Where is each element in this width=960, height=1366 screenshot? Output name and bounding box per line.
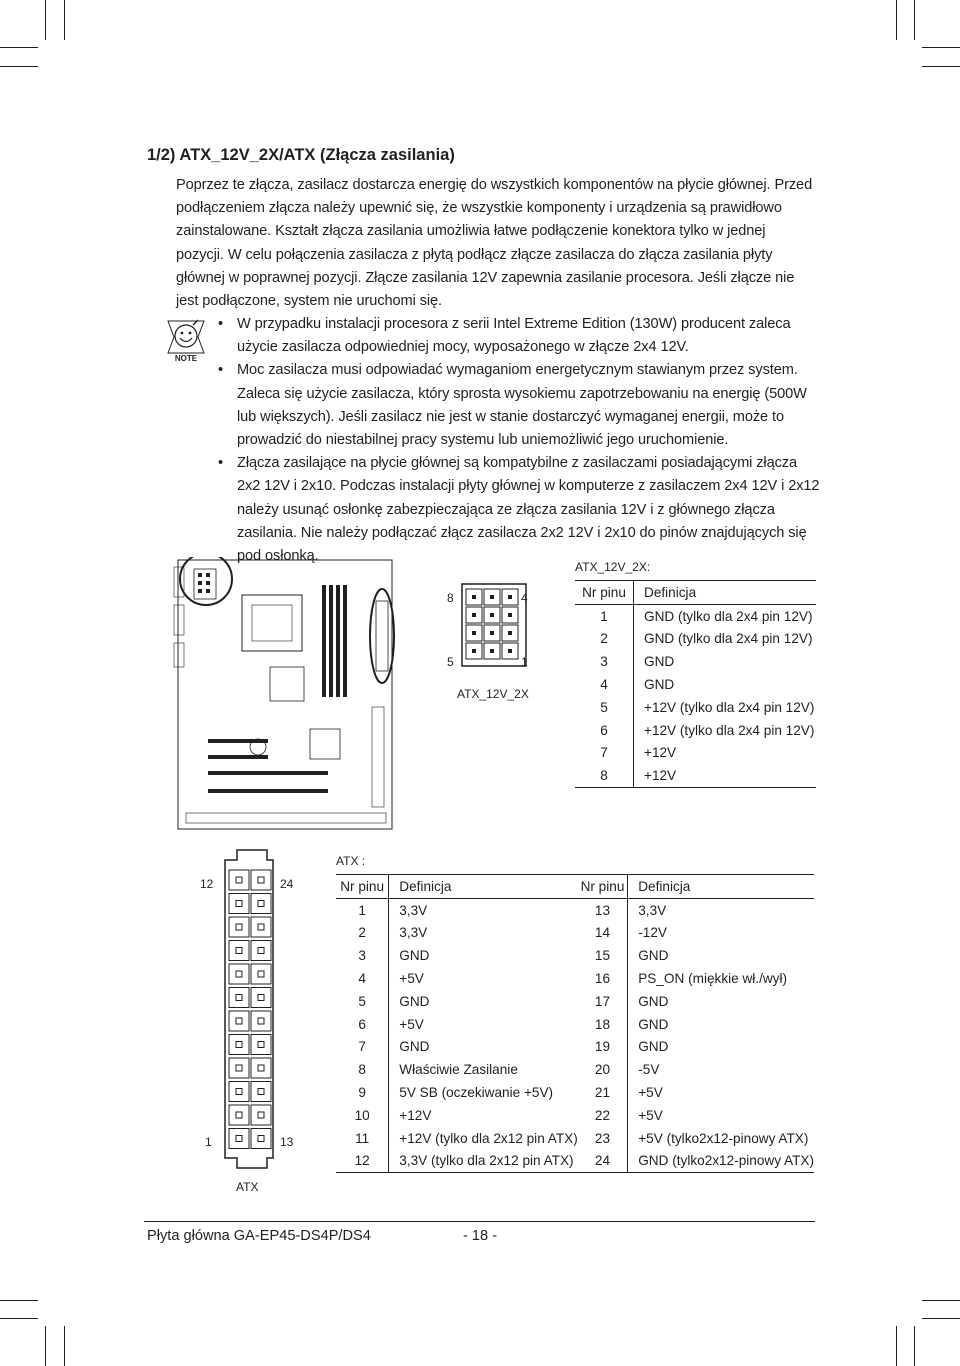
table-row [575,696,816,719]
table-row [575,604,816,627]
header-definition: Definicja [389,875,578,899]
atx-pin-contact [236,1065,242,1071]
atx-pin-contact [236,924,242,930]
pin-definition: GND [644,677,675,693]
atx-pin-contact [258,924,264,930]
pin-number: 3 [575,650,634,673]
atx-pin-contact [258,1042,264,1048]
pin-number: 21 [578,1081,628,1104]
table-row [575,742,816,765]
pin-definition: GND (tylko dla 2x4 pin 12V) [644,608,813,624]
note-bullet: • W przypadku instalacji procesora z serii Intel Extreme Edition (130W) producent zaleca użycie zasilacza odpowiedniej mocy, wyposażonego w złącze 2x4 12V. [218,313,822,359]
pin-number: 13 [578,898,628,921]
pin-number: 8 [336,1058,389,1081]
atx-pin-contact [258,995,264,1001]
atx-pin-13: 13 [280,1135,294,1149]
pin-number: 6 [575,719,634,742]
pin-number: 23 [578,1127,628,1150]
pin-definition: 3,3V [399,902,428,918]
pin-number: 19 [578,1036,628,1059]
pin-definition: GND [638,948,669,964]
atx-pin-socket [251,1082,271,1102]
table-row [336,1058,814,1081]
pin-number: 5 [575,696,634,719]
table-row [336,1081,814,1104]
header-pin: Nr pinu [575,581,634,605]
atx-pin-contact [258,948,264,954]
atx-pin-socket [251,1011,271,1031]
pin-definition: -12V [638,925,667,941]
atx12v-diagram-label: ATX_12V_2X [457,687,529,701]
note-bullets [218,313,822,568]
footer-product: Płyta główna GA-EP45-DS4P/DS4 [147,1228,371,1244]
table-row [336,990,814,1013]
atx-pin-socket [251,870,271,890]
pin-definition: PS_ON (miękkie wł./wył) [638,971,788,987]
atx-pin-contact [236,1018,242,1024]
atx-pin-socket [251,941,271,961]
atx-pin-contact [258,901,264,907]
table-row [575,673,816,696]
pin-number: 7 [336,1036,389,1059]
pin-number: 6 [336,1013,389,1036]
atx-pin-socket [251,917,271,937]
pin-number: 9 [336,1081,389,1104]
atx-pin-socket [229,1011,249,1031]
atx-pin-socket [229,964,249,984]
pin-definition: Właściwie Zasilanie [399,1062,518,1078]
atx-pin-contact [236,901,242,907]
pin-definition: GND [399,948,430,964]
atx-table-title: ATX : [336,854,366,868]
pin-definition: +5V (tylko2x12-pinowy ATX) [638,1130,809,1146]
table-row [336,944,814,967]
atx-pin-socket [229,894,249,914]
table-row [336,967,814,990]
pin-definition: 3,3V [399,925,428,941]
pin-definition: +5V [638,1107,663,1123]
pin-definition: +12V (tylko dla 2x4 pin 12V) [644,699,815,715]
pin-definition: +12V (tylko dla 2x4 pin 12V) [644,722,815,738]
pin-definition: GND [638,1039,669,1055]
pin-number: 4 [336,967,389,990]
table-row [336,1150,814,1173]
atx-pin-contact [236,971,242,977]
intro-paragraph: Poprzez te złącza, zasilacz dostarcza energię do wszystkich komponentów na płycie głównej. Przed podłączeniem złącza należy upewnić się, że wszystkie komponenty i urządzenia są prawidłowo zainstalowane. Kształt złącza zasilania umożliwia łatwe podłączenie konektora tylko w jednej pozycji. W celu połączenia zasilacza z płytą podłącz złącze zasilacza do złącza zasilania płyty głównej w poprawnej pozycji. Złącze zasilania 12V zapewnia zasilanie procesora. Jeśli złącze nie jest podłączone, system nie uruchomi się. [176,177,813,310]
atx-pin-contact [258,1089,264,1095]
atx-pin-socket [229,941,249,961]
pin-definition: +5V [399,1016,424,1032]
pin-number: 2 [575,628,634,651]
pin-number: 17 [578,990,628,1013]
table-header-row [575,581,816,605]
atx-pin-contact [258,1136,264,1142]
atx12v-pin-table [575,580,816,788]
header-definition: Definicja [634,581,817,605]
pin-number: 10 [336,1104,389,1127]
table-row [336,1036,814,1059]
atx-connector-diagram [215,846,285,1172]
table-row [575,650,816,673]
pin-definition: GND (tylko2x12-pinowy ATX) [628,1150,814,1173]
header-pin: Nr pinu [336,875,389,899]
pin-definition: 3,3V [638,902,667,918]
motherboard-diagram [172,557,402,835]
pin-definition: 5V SB (oczekiwanie +5V) [399,1085,554,1101]
atx-pin-contact [258,1112,264,1118]
atx-pin-24: 24 [280,877,294,891]
atx-pin-socket [251,1058,271,1078]
pin-definition: -5V [638,1062,660,1078]
pin-number: 11 [336,1127,389,1150]
table-row [336,1127,814,1150]
atx-pin-contact [236,1089,242,1095]
atx-pin-contact [258,971,264,977]
pin-definition: +12V [399,1107,432,1123]
atx12v-table-title: ATX_12V_2X: [575,560,651,574]
header-pin: Nr pinu [578,875,628,899]
page-number: - 18 - [463,1228,498,1244]
atx-diagram-label: ATX [236,1180,259,1194]
atx-pin-socket [251,1105,271,1125]
atx-pin-12: 12 [200,877,214,891]
pin-number: 16 [578,967,628,990]
pin-number: 3 [336,944,389,967]
pin-number: 4 [575,673,634,696]
pin-definition: +12V [644,745,677,761]
atx12v-pin-8: 8 [447,591,454,605]
pin-number: 7 [575,742,634,765]
pin-definition: +5V [638,1085,663,1101]
pin-definition: +5V [399,971,424,987]
pin-definition: GND (tylko dla 2x4 pin 12V) [644,631,813,647]
table-row [575,628,816,651]
atx-pin-socket [229,1082,249,1102]
pin-definition: GND [644,654,675,670]
section-title: 1/2) ATX_12V_2X/ATX (Złącza zasilania) [147,146,455,164]
footer-rule [144,1221,815,1222]
atx-pin-contact [258,877,264,883]
pin-number: 5 [336,990,389,1013]
pin-number: 1 [336,898,389,921]
table-row [336,922,814,945]
pin-definition: +12V [634,764,817,787]
pin-definition: +12V (tylko dla 2x12 pin ATX) [399,1130,578,1146]
atx-pin-socket [229,1058,249,1078]
pin-number: 18 [578,1013,628,1036]
table-row [336,898,814,921]
atx-pin-socket [229,1105,249,1125]
atx-pin-socket [251,964,271,984]
pin-number: 22 [578,1104,628,1127]
atx-pin-table [336,874,814,1173]
table-header-row [336,875,814,899]
pin-number: 12 [336,1150,389,1173]
table-row [575,719,816,742]
pin-definition: GND [399,1039,430,1055]
atx-pin-contact [258,1018,264,1024]
note-bullet: • Moc zasilacza musi odpowiadać wymaganiom energetycznym stawianym przez system. Zaleca się użycie zasilacza, który sprosta wysokiemu zapotrzebowaniu na energię (500W lub większych). Jeśli zasilacz nie jest w stanie dostarczyć wymaganej energii, może to prowadzić do niestabilnej pracy systemu lub uniemożliwić jego uruchomienie. [218,359,822,452]
atx-pin-socket [229,1129,249,1149]
atx-pin-socket [229,1035,249,1055]
atx12v-pin-5: 5 [447,655,454,669]
atx-pin-contact [236,948,242,954]
pin-number: 1 [575,604,634,627]
atx-pin-1: 1 [205,1135,212,1149]
note-label: NOTE [174,354,198,363]
atx-pin-socket [229,870,249,890]
pin-number: 8 [575,764,634,787]
table-row [575,764,816,787]
pin-number: 20 [578,1058,628,1081]
note-smiley-icon [164,317,208,363]
table-row [336,1013,814,1036]
atx12v-pin-4: 4 [521,591,528,605]
pin-number: 15 [578,944,628,967]
atx-pin-socket [251,988,271,1008]
pin-definition: 3,3V (tylko dla 2x12 pin ATX) [389,1150,578,1173]
atx-pin-socket [251,1129,271,1149]
pin-definition: GND [638,993,669,1009]
pin-number: 2 [336,922,389,945]
table-row [336,1104,814,1127]
atx-pin-contact [236,1136,242,1142]
atx-pin-socket [251,1035,271,1055]
atx-pin-contact [236,877,242,883]
atx-pin-socket [229,917,249,937]
header-definition: Definicja [628,875,814,899]
atx-pin-contact [236,995,242,1001]
atx-pin-socket [229,988,249,1008]
atx-pin-contact [236,1042,242,1048]
pin-number: 14 [578,922,628,945]
note-bullet: • Złącza zasilające na płycie głównej są kompatybilne z zasilaczami posiadającymi złącza 2x2 12V i 2x10. Podczas instalacji płyty głównej w komputerze z zasilaczem 2x4 12V i 2x12 należy usunąć osłonkę zabezpieczająca ze złącza zasilania 12V i z głównego złącza zasilania. Nie należy podłączać złącz zasilacza 2x2 12V i 2x10 do pinów znajdujących się pod osłonką. [218,452,822,568]
atx-pin-contact [236,1112,242,1118]
pin-definition: GND [399,993,430,1009]
atx12v-pin-1: 1 [521,655,528,669]
atx-pin-contact [258,1065,264,1071]
pin-number: 24 [578,1150,628,1173]
atx-pin-socket [251,894,271,914]
pin-definition: GND [638,1016,669,1032]
